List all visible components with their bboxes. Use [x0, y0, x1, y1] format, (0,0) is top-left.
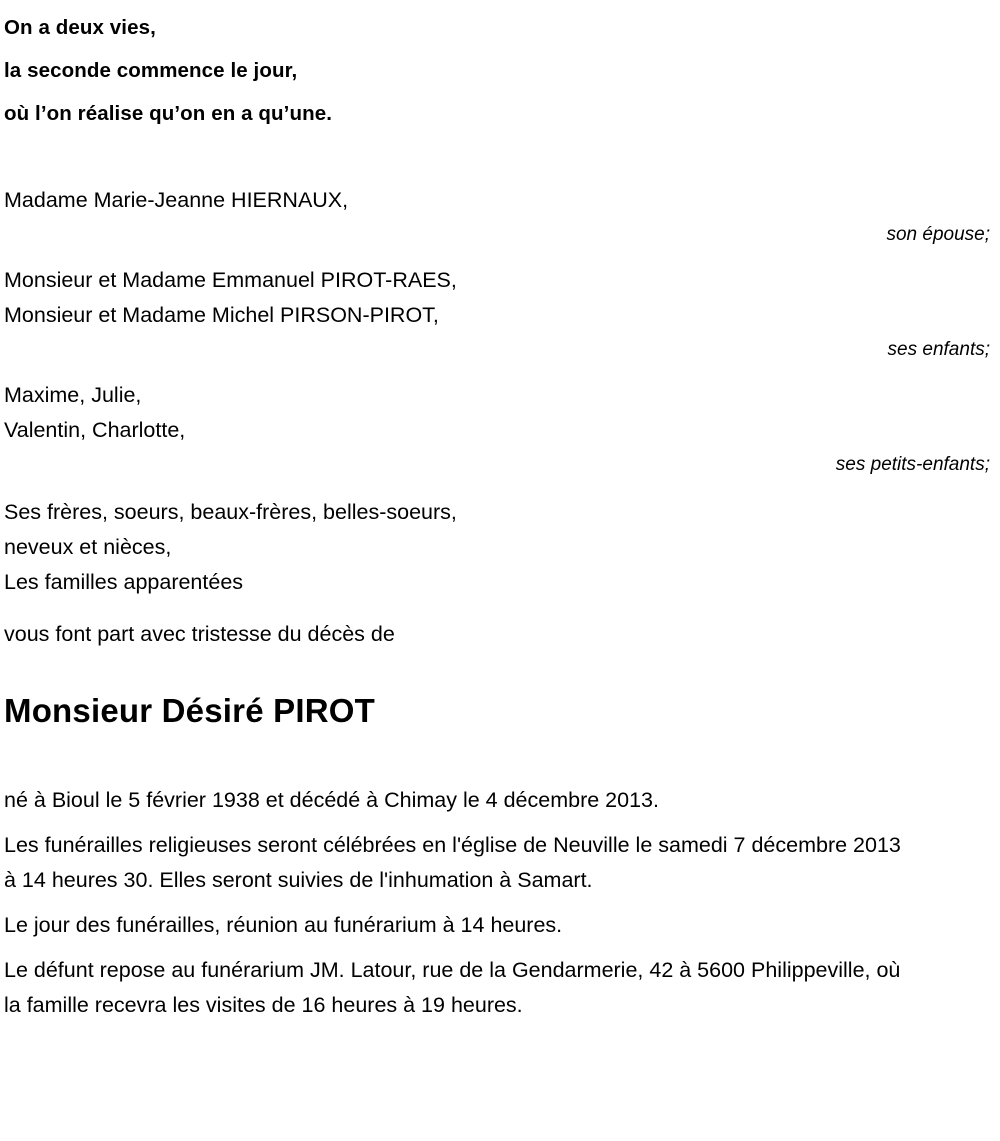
relation-group-children [0, 263, 1000, 367]
deceased-name: Monsieur Désiré PIROT [4, 692, 375, 729]
relation-names [0, 183, 1000, 218]
epigraph-line-2: la seconde commence le jour, [4, 59, 298, 82]
relation-names [0, 495, 1000, 600]
relation-name: Monsieur et Madame Michel PIRSON-PIROT, [4, 303, 439, 327]
detail-ceremony: Les funérailles religieuses seront célébrées en l'église de Neuville le samedi 7 décembre 2013 à 14 heures 30. Elles seront suivies de l'inhumation à Samart. [4, 833, 901, 892]
detail-gathering: Le jour des funérailles, réunion au funérarium à 14 heures. [4, 913, 563, 937]
epigraph-line-1: On a deux vies, [4, 16, 156, 39]
spacer [0, 482, 1000, 495]
epigraph-quote [4, 6, 884, 135]
detail-funeral-home: Le défunt repose au funérarium JM. Latour, rue de la Gendarmerie, 42 à 5600 Philippeville, où la famille recevra les visites de 16 heures à 19 heures. [4, 958, 901, 1017]
relation-label-grandchildren: ses petits-enfants; [835, 454, 990, 475]
funeral-details-block [4, 783, 904, 1023]
relation-name: Ses frères, soeurs, beaux-frères, belles-soeurs, [4, 500, 457, 524]
relation-group-spouse [0, 183, 1000, 252]
relation-group-grandchildren [0, 378, 1000, 482]
epigraph-line-3: où l’on réalise qu’on en a qu’une. [4, 102, 333, 125]
detail-birth-death: né à Bioul le 5 février 1938 et décédé à Chimay le 4 décembre 2013. [4, 788, 659, 812]
relation-name: Les familles apparentées [4, 570, 244, 594]
announcement-line: vous font part avec tristesse du décès de [4, 622, 395, 646]
relation-label-spouse: son épouse; [886, 224, 990, 245]
spacer [0, 252, 1000, 263]
relation-name: Monsieur et Madame Emmanuel PIROT-RAES, [4, 268, 457, 292]
spacer [0, 367, 1000, 378]
relation-name: Maxime, Julie, [4, 383, 142, 407]
relation-label-children: ses enfants; [887, 339, 990, 360]
relation-name: Valentin, Charlotte, [4, 418, 186, 442]
family-relations-block [0, 183, 1000, 600]
relation-names [0, 263, 1000, 333]
relation-names [0, 378, 1000, 448]
relation-name: neveux et nièces, [4, 535, 172, 559]
relation-group-extended-family [0, 495, 1000, 600]
relation-name: Madame Marie-Jeanne HIERNAUX, [4, 188, 349, 212]
